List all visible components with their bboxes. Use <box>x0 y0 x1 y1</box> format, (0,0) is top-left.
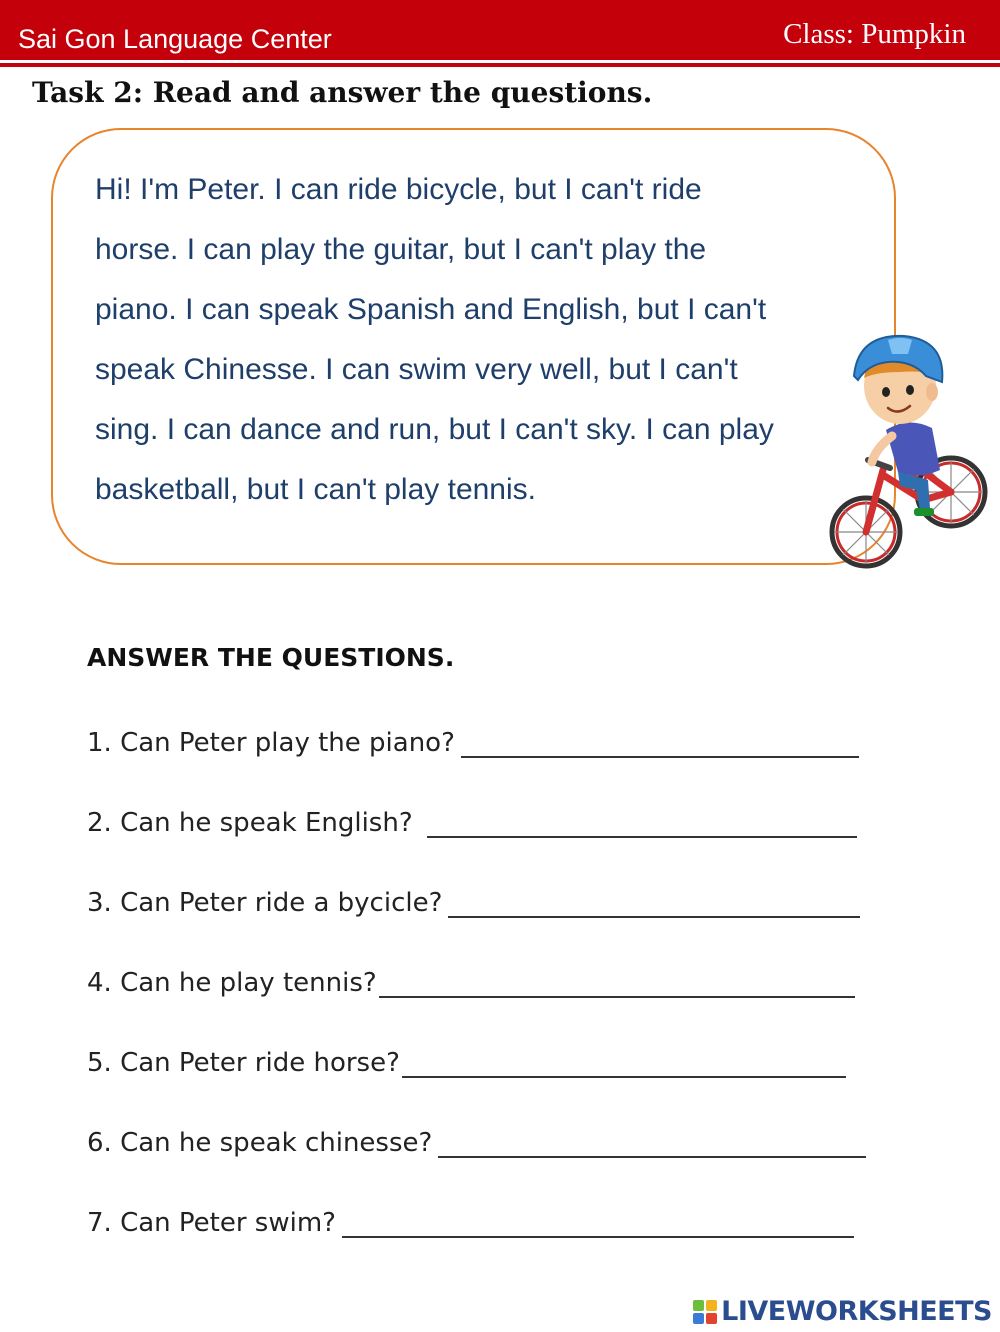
question-item <box>87 1038 846 1078</box>
question-item <box>87 878 860 918</box>
question-text: 3. Can Peter ride a bycicle? <box>87 888 443 918</box>
question-text: 5. Can Peter ride horse? <box>87 1048 400 1078</box>
question-text: 2. Can he speak English? <box>87 808 413 838</box>
question-text: 7. Can Peter swim? <box>87 1208 336 1238</box>
question-item <box>87 1118 866 1158</box>
answer-blank[interactable] <box>438 1122 866 1158</box>
center-name: Sai Gon Language Center <box>18 24 332 54</box>
story-line: piano. I can speak Spanish and English, but I can't <box>95 293 767 326</box>
story-line: Hi! I'm Peter. I can ride bicycle, but I can't ride <box>95 173 702 206</box>
question-item <box>87 1198 854 1238</box>
story-text <box>95 160 865 520</box>
story-line: horse. I can play the guitar, but I can't play the <box>95 233 707 266</box>
boy-on-bicycle-icon <box>828 330 993 580</box>
logo-text: LIVEWORKSHEETS <box>721 1296 992 1327</box>
answer-blank[interactable] <box>379 962 855 998</box>
question-text: 4. Can he play tennis? <box>87 968 377 998</box>
question-item <box>87 718 859 758</box>
answer-blank[interactable] <box>448 882 860 918</box>
question-item <box>87 958 855 998</box>
questions-heading: ANSWER THE QUESTIONS. <box>87 643 455 672</box>
task-title: Task 2: Read and answer the questions. <box>32 76 653 109</box>
answer-blank[interactable] <box>342 1202 854 1238</box>
liveworksheets-logo <box>693 1296 992 1327</box>
header-divider <box>0 63 1000 67</box>
question-text: 6. Can he speak chinesse? <box>87 1128 433 1158</box>
answer-blank[interactable] <box>461 722 859 758</box>
answer-blank[interactable] <box>402 1042 846 1078</box>
question-item <box>87 798 857 838</box>
liveworksheets-logo-icon <box>693 1300 717 1324</box>
answer-blank[interactable] <box>427 802 857 838</box>
class-label: Class: Pumpkin <box>783 18 966 50</box>
header-bar <box>0 0 1000 60</box>
question-text: 1. Can Peter play the piano? <box>87 728 455 758</box>
story-line: speak Chinesse. I can swim very well, but I can't <box>95 353 738 386</box>
story-line: sing. I can dance and run, but I can't sky. I can play <box>95 413 774 446</box>
story-line: basketball, but I can't play tennis. <box>95 473 536 506</box>
